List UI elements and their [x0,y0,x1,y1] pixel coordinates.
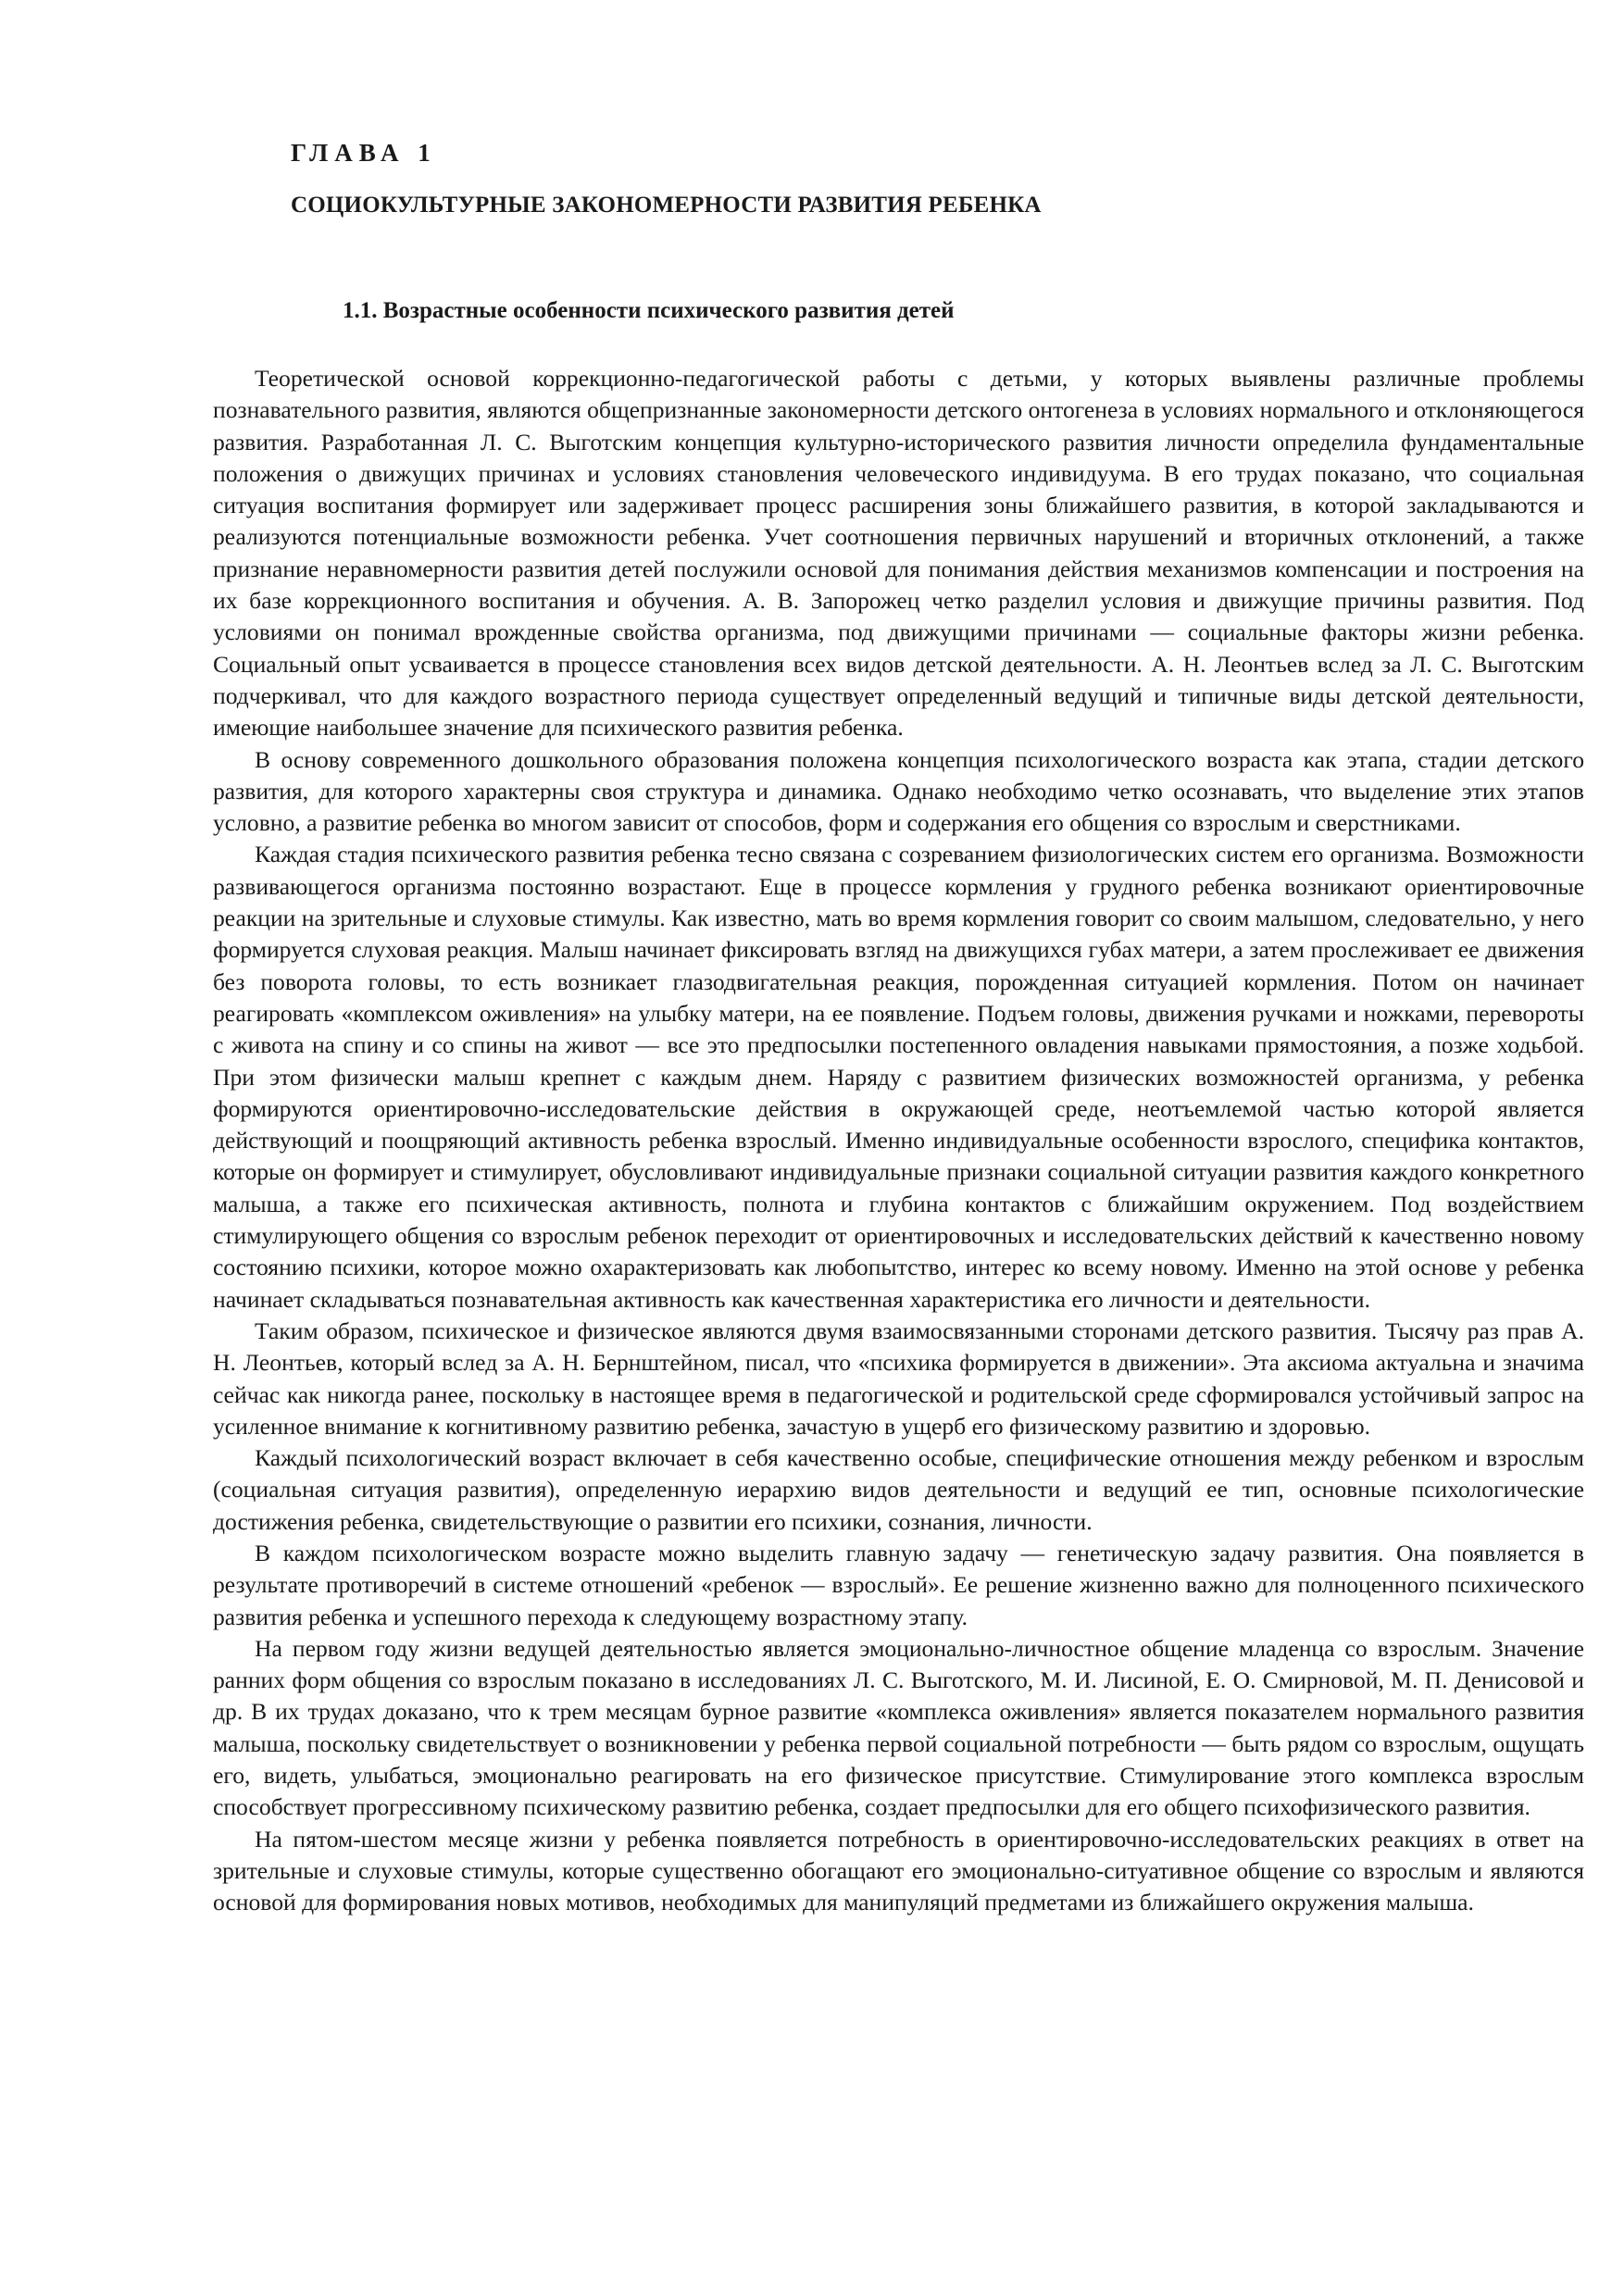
paragraph: В каждом психологическом возрасте можно выделить главную задачу — генетическую задачу развития. Она появляется в результате противоречий в системе отношений «ребенок — взрослый». Ее решение жизненно важно для полноценного психического развития ребенка и успешного перехода к следующему возрастному этапу. [213,1539,1584,1630]
chapter-title: СОЦИОКУЛЬТУРНЫЕ ЗАКОНОМЕРНОСТИ РАЗВИТИЯ РЕБЕНКА [291,193,1042,218]
paragraph: Каждый психологический возраст включает в себя качественно особые, специфические отношения между ребенком и взрослым (социальная ситуация развития), определенную иерархию видов деятельности и ведущий ее тип, основные психологические достижения ребенка, свидетельствующие о развитии его психики, сознания, личности. [213,1444,1584,1535]
paragraph: Каждая стадия психического развития ребенка тесно связана с созреванием физиологических систем его организма. Возможности развивающегося организма постоянно возрастают. Еще в процессе кормления у грудного ребенка возникают ориентировочные реакции на зрительные и слуховые стимулы. Как известно, мать во время кормления говорит со своим малышом, следовательно, у него формируется слуховая реакция. Малыш начинает фиксировать взгляд на движущихся губах матери, а затем прослеживает ее движения без поворота головы, то есть возникает глазодвигательная реакция, порожденная ситуацией кормления. Потом он начинает реагировать «комплексом оживления» на улыбку матери, на ее появление. Подъем головы, движения ручками и ножками, перевороты с живота на спину и со спины на живот — все это предпосылки постепенного овладения навыками прямостояния, а позже ходьбой. При этом физически малыш крепнет с каждым днем. Наряду с развитием физических возможностей организма, у ребенка формируются ориентировочно-исследовательские действия в окружающей среде, неотъемлемой частью которой является действующий и поощряющий активность ребенка взрослый. Именно индивидуальные особенности взрослого, специфика контактов, которые он формирует и стимулирует, обусловливают индивидуальные признаки социальной ситуации развития каждого конкретного малыша, а также его психическая активность, полнота и глубина контактов с ближайшим окружением. Под воздействием стимулирующего общения со взрослым ребенок переходит от ориентировочных и исследовательских действий к качественно новому состоянию психики, которое можно охарактеризовать как любопытство, интерес ко всему новому. Именно на этой основе у ребенка начинает складываться познавательная активность как качественная характеристика его личности и деятельности. [213,841,1584,1313]
paragraph: Таким образом, психическое и физическое являются двумя взаимосвязанными сторонами детского развития. Тысячу раз прав А. Н. Леонтьев, который вслед за А. Н. Бернштейном, писал, что «психика формируется в движении». Эта аксиома актуальна и значима сейчас как никогда ранее, поскольку в настоящее время в педагогической и родительской среде сформировался устойчивый запрос на усиленное внимание к когнитивному развитию ребенка, зачастую в ущерб его физическому развитию и здоровью. [213,1316,1584,1440]
section-title: 1.1. Возрастные особенности психического развития детей [343,298,955,323]
chapter-label: ГЛАВА 1 [291,139,437,167]
paragraph: На пятом-шестом месяце жизни у ребенка появляется потребность в ориентировочно-исследовательских реакциях в ответ на зрительные и слуховые стимулы, которые существенно обогащают его эмоционально-ситуативное общение со взрослым и являются основой для формирования новых мотивов, необходимых для манипуляций предметами из ближайшего окружения малыша. [213,1825,1584,1916]
body-text [213,363,1584,1919]
paragraph: Теоретической основой коррекционно-педагогической работы с детьми, у которых выявлены различные проблемы познавательного развития, являются общепризнанные закономерности детского онтогенеза в условиях нормального и отклоняющегося развития. Разработанная Л. С. Выготским концепция культурно-исторического развития личности определила фундаментальные положения о движущих причинах и условиях становления человеческого индивидуума. В его трудах показано, что социальная ситуация воспитания формирует или задерживает процесс расширения зоны ближайшего развития, в которой закладываются и реализуются потенциальные возможности ребенка. Учет соотношения первичных нарушений и вторичных отклонений, а также признание неравномерности развития детей послужили основой для понимания действия механизмов компенсации и построения на их базе коррекционного воспитания и обучения. А. В. Запорожец четко разделил условия и движущие причины развития. Под условиями он понимал врожденные свойства организма, под движущими причинами — социальные факторы жизни ребенка. Социальный опыт усваивается в процессе становления всех видов детской деятельности. А. Н. Леонтьев вслед за Л. С. Выготским подчеркивал, что для каждого возрастного периода существует определенный ведущий и типичные виды детской деятельности, имеющие наибольшее значение для психического развития ребенка. [213,365,1584,742]
paragraph: На первом году жизни ведущей деятельностью является эмоционально-личностное общение младенца со взрослым. Значение ранних форм общения со взрослым показано в исследованиях Л. С. Выготского, М. И. Лисиной, Е. О. Смирновой, М. П. Денисовой и др. В их трудах доказано, что к трем месяцам бурное развитие «комплекса оживления» является показателем нормального развития малыша, поскольку свидетельствует о возникновении у ребенка первой социальной потребности — быть рядом со взрослым, ощущать его, видеть, улыбаться, эмоционально реагировать на его физическое присутствие. Стимулирование этого комплекса взрослым способствует прогрессивному психическому развитию ребенка, создает предпосылки для его общего психофизического развития. [213,1634,1584,1821]
paragraph: В основу современного дошкольного образования положена концепция психологического возраста как этапа, стадии детского развития, для которого характерны своя структура и динамика. Однако необходимо четко осознавать, что выделение этих этапов условно, а развитие ребенка во многом зависит от способов, форм и содержания его общения со взрослым и сверстниками. [213,745,1584,837]
